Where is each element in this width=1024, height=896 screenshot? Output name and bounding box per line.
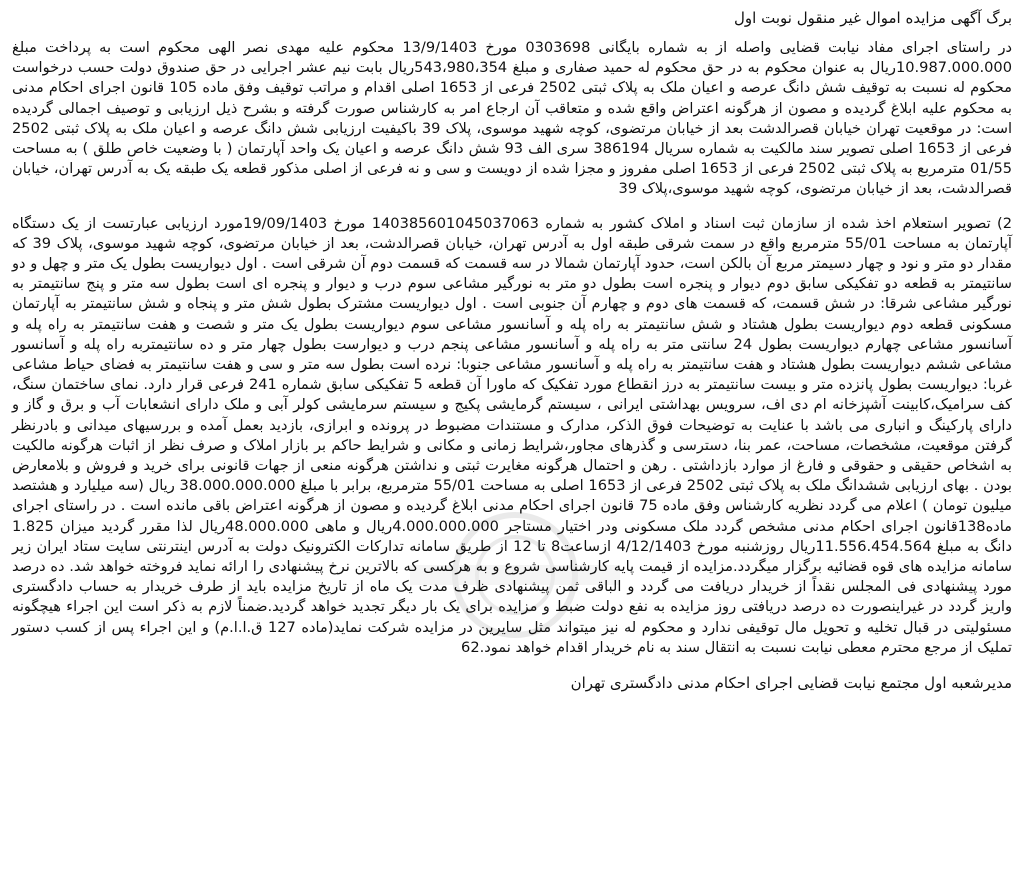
notice-paragraph-2: 2) تصویر استعلام اخذ شده از سازمان ثبت اسناد و املاک کشور به شماره 140385601045037063 مورخ 19/09/1403مورد ارزیابی عبارتست از یک دستگاه آپارتمان به مساحت 55/01 مترمربع واقع در سمت شرقی طبقه اول به آدرس تهران، خیابان قصرالدشت، بعد از خیابان مرتضوی، کوچه شهید موسوی، پلاک 39 که مقدار دو متر و نود و چهار دسیمتر مربع آن بالکن است، حدود آپارتمان شمالا در سه قسمت که قسمت دوم آن شرقی است . اول دیواریست بطول یک متر و چهل و دو سانتیمتر به قطعه دو تفکیکی سابق دوم دیوار و پنجره است بطول دو متر به نورگیر مشاعی سوم درب و دیوار و پنجره ای است بطول سه متر و پنج سانتیمتر به نورگیر مشاعی شرقا: در شش قسمت، که قسمت های دوم و چهارم آن جنوبی است . اول دیواریست مشترک بطول شش متر و پنجاه و شش سانتیمتر به آپارتمان مسکونی قطعه دوم دیواریست بطول هشتاد و شش سانتیمتر به راه پله و آسانسور مشاعی سوم دیواریست بطول یک متر و شصت و هفت سانتیمتر به راه پله و آسانسور مشاعی چهارم دیواریست بطول 24 سانتی متر به راه پله و آسانسور مشاعی پنجم درب و دیوارست بطول چهار متر و ده سانتیمتربه راه پله و آسانسور مشاعی ششم دیواریست بطول هشتاد و هفت سانتیمتر به راه پله و آسانسور مشاعی جنوبا: نرده است بطول سه متر و سی و هفت سانتیمتر به فضای حیاط مشاعی غربا: دیواریست بطول پانزده متر و بیست سانتیمتر به درز انقطاع مورد تفکیک که ماورا آن قطعه 5 تفکیکی سابق شماره 241 فرعی قرار دارد. نمای ساختمان سنگ، کف سرامیک،کابینت آشپزخانه ام دی اف، سرویس بهداشتی ایرانی ، سیستم گرمایشی پکیج و سیستم سرمایشی کولر آبی و ملک دارای انشعابات آب و برق و گاز و دارای پارکینگ و انباری می باشد با عنایت به توضیحات فوق الذکر، مدارک و مستندات مضبوط در پرونده و ابرازی، بازدید بعمل آمده و بررسیهای میدانی و بادرنظر گرفتن موقعیت، مشخصات، مساحت، عمر بنا، دسترسی و گذرهای مجاور،شرایط زمانی و مکانی و شرایط حاکم بر بازار املاک و صرف نظر از اثبات هرگونه مالکیت به اشخاص حقیقی و حقوقی و فارغ از موارد بازداشتی . رهن و احتمال هرگونه مغایرت ثبتی و نداشتن هرگونه منعی از جهات قانونی برای خرید و فروش و بلامعارض بودن . بهای ارزیابی ششدانگ ملک به پلاک ثبتی 2502 فرعی از 1653 اصلی به مساحت 55/01 مترمربع، برابر با مبلغ 38.000.000.000 ریال (سه میلیارد و هشتصد میلیون تومان ) اعلام می گردد نظریه کارشناس وفق ماده 75 قانون اجرای احکام مدنی ابلاغ گردیده و مصون از هرگونه اعتراض باقی مانده است . در راستای اجرای ماده138قانون اجرای احکام مدنی مشخص گردد ملک مسکونی ودر اختیار مستاجر 4.000.000.000ریال و ماهی 48.000.000ریال لذا مقرر گردید میزان 1.825 دانگ به مبلغ 11.556.454.564ریال روزشنبه مورخ 4/12/1403 ازساعت8 تا 12 از طریق سامانه تدارکات الکترونیک دولت به آدرس اینترنتی سایت ستاد ایران زیر سامانه مزایده های قوه قضائیه برگزار میگردد.مزایده از قیمت پایه کارشناسی شروع و به هرکسی که بالاترین نرخ پیشنهادی را ارائه نماید فروخته خواهد شد. ده درصد مورد پیشنهادی فی المجلس نقداً از خریدار دریافت می گردد و الباقی ثمن پیشنهادی ظرف مدت یک ماه از تاریخ مزایده باید از طرف خریدار به حساب دادگستری واریز گردد در غیراینصورت ده درصد دریافتی روز مزایده به نفع دولت ضبط و مزایده برای یک بار دیگر تجدید خواهد گردید.ضمناً لازم به ذکر است این اجراء هیچگونه مسئولیتی در قبال تخلیه و تحویل مال توقیفی ندارد و محکوم له نیز میتواند مثل سایرین در مزایده شرکت نماید(ماده 127 ق.ا.ا.م) و این اجراء پس از کسب دستور تملیک از مرجع محترم معطی نیابت نسبت به انتقال سند به نام خریدار اقدام خواهد نمود.62	[12, 214, 1013, 656]
notice-title: برگ آگهی مزایده اموال غیر منقول نوبت اول	[734, 9, 1012, 27]
auction-notice	[12, 6, 1012, 694]
notice-paragraph-1: در راستای اجرای مفاد نیابت قضایی واصله از به شماره بایگانی 0303698 مورخ 13/9/1403 محکوم علیه مهدی نصر الهی محکوم است به پرداخت مبلغ 10.987.000.000ریال به عنوان محکوم به در حق محکوم له حمید صفاری و مبلغ 543،980،354ریال بابت نیم عشر اجرایی در حق صندوق دولت حسب درخواست محکوم له نسبت به توقیف شش دانگ عرصه و اعیان ملک به پلاک ثبتی 2502 فرعی از 1653 اصلی اقدام و مراتب توقیف وفق ماده 105 قانون اجرای احکام مدنی به محکوم علیه ابلاغ گردیده و مصون از هرگونه اعتراض واقع شده و متعاقب آن ارجاع امر به کارشناس صورت گرفته و بشرح ذیل ارزیابی و توصیف اجمالی گردیده است: در موقعیت تهران خیابان قصرالدشت بعد از خیابان مرتضوی، کوچه شهید موسوی، پلاک 39 باکیفیت ارزیابی شش دانگ عرصه و اعیان ملک به پلاک ثبتی 2502 فرعی از 1653 اصلی تصویر سند مالکیت به شماره سریال 386194 سری الف 93 شش دانگ عرصه و اعیان یک واحد آپارتمان ( با وضعیت خاص طلق ) به مساحت 01/55 مترمربع به پلاک ثبتی 2502 فرعی از 1653 اصلی مفروز و مجزا شده از دویست و سی و نه فرعی از اصلی مذکور قطعه یک طبقه یک به آدرس تهران، خیابان قصرالدشت، بعد از خیابان مرتضوی، کوچه شهید موسوی،پلاک 39	[12, 39, 1013, 198]
notice-signature: مدیرشعبه اول مجتمع نیابت قضایی اجرای احکام مدنی دادگستری تهران	[570, 674, 1012, 693]
